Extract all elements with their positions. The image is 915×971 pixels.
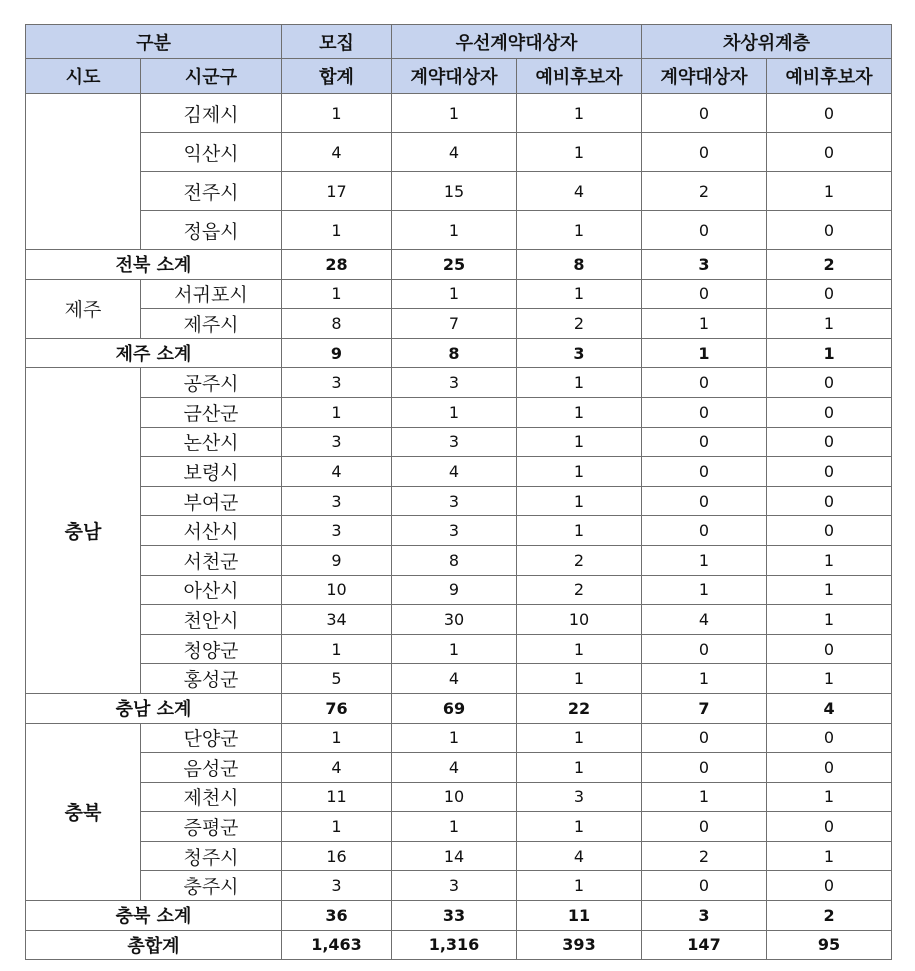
grand-total-value: 393 [517, 930, 642, 960]
subtotal-label: 충북 소계 [26, 901, 282, 931]
value-cell: 0 [642, 368, 767, 398]
value-cell: 11 [282, 782, 392, 812]
table-row [26, 457, 892, 487]
value-cell: 0 [642, 457, 767, 487]
table-row [26, 664, 892, 694]
value-cell: 15 [392, 172, 517, 211]
table-row [26, 605, 892, 635]
sigungu-cell: 아산시 [141, 575, 282, 605]
value-cell: 1 [767, 841, 892, 871]
value-cell: 1 [642, 575, 767, 605]
value-cell: 1 [517, 368, 642, 398]
sido-cell [26, 94, 141, 250]
value-cell: 2 [517, 575, 642, 605]
sigungu-cell: 청양군 [141, 634, 282, 664]
value-cell: 1 [517, 457, 642, 487]
sigungu-cell: 홍성군 [141, 664, 282, 694]
subtotal-value: 2 [767, 901, 892, 931]
sigungu-cell: 증평군 [141, 812, 282, 842]
sigungu-cell: 금산군 [141, 397, 282, 427]
value-cell: 1 [767, 309, 892, 339]
table-row [26, 94, 892, 133]
value-cell: 1 [392, 634, 517, 664]
value-cell: 0 [767, 486, 892, 516]
value-cell: 3 [392, 427, 517, 457]
value-cell: 3 [282, 427, 392, 457]
value-cell: 0 [767, 516, 892, 546]
subtotal-value: 11 [517, 901, 642, 931]
value-cell: 1 [517, 486, 642, 516]
table-row [26, 723, 892, 753]
subtotal-label: 제주 소계 [26, 338, 282, 368]
value-cell: 1 [642, 309, 767, 339]
value-cell: 1 [642, 545, 767, 575]
priority-header: 우선계약대상자 [392, 25, 642, 59]
subtotal-row [26, 693, 892, 723]
sigungu-cell: 제주시 [141, 309, 282, 339]
sigungu-cell: 보령시 [141, 457, 282, 487]
sido-cell: 제주 [26, 279, 141, 338]
value-cell: 0 [642, 211, 767, 250]
value-cell: 0 [767, 427, 892, 457]
table-row [26, 309, 892, 339]
value-cell: 0 [642, 133, 767, 172]
sigungu-cell: 천안시 [141, 605, 282, 635]
value-cell: 1 [767, 545, 892, 575]
value-cell: 0 [642, 812, 767, 842]
value-cell: 0 [767, 133, 892, 172]
value-cell: 0 [642, 397, 767, 427]
table-row [26, 812, 892, 842]
value-cell: 1 [282, 397, 392, 427]
value-cell: 17 [282, 172, 392, 211]
value-cell: 1 [392, 279, 517, 309]
grand-total-value: 1,463 [282, 930, 392, 960]
table-row [26, 427, 892, 457]
header-row-2 [26, 59, 892, 94]
value-cell: 4 [392, 664, 517, 694]
value-cell: 9 [282, 545, 392, 575]
value-cell: 1 [642, 664, 767, 694]
value-cell: 7 [392, 309, 517, 339]
value-cell: 4 [282, 753, 392, 783]
table-row [26, 575, 892, 605]
sigungu-cell: 부여군 [141, 486, 282, 516]
table-row [26, 397, 892, 427]
value-cell: 3 [392, 516, 517, 546]
grand-total-value: 95 [767, 930, 892, 960]
value-cell: 0 [767, 279, 892, 309]
table-row [26, 172, 892, 211]
value-cell: 0 [767, 812, 892, 842]
value-cell: 4 [517, 841, 642, 871]
sido-cell: 충북 [26, 723, 141, 901]
grand-total-label: 총합계 [26, 930, 282, 960]
value-cell: 9 [392, 575, 517, 605]
value-cell: 1 [767, 782, 892, 812]
group-header: 구분 [26, 25, 282, 59]
value-cell: 0 [767, 397, 892, 427]
value-cell: 16 [282, 841, 392, 871]
value-cell: 3 [282, 486, 392, 516]
value-cell: 8 [392, 545, 517, 575]
subtotal-row [26, 901, 892, 931]
table-row [26, 782, 892, 812]
sigungu-cell: 논산시 [141, 427, 282, 457]
grand-total-value: 147 [642, 930, 767, 960]
value-cell: 4 [392, 457, 517, 487]
value-cell: 3 [392, 871, 517, 901]
value-cell: 1 [517, 812, 642, 842]
value-cell: 1 [282, 812, 392, 842]
value-cell: 1 [517, 94, 642, 133]
value-cell: 0 [767, 871, 892, 901]
value-cell: 1 [392, 723, 517, 753]
value-cell: 3 [282, 871, 392, 901]
table-row [26, 753, 892, 783]
value-cell: 0 [767, 457, 892, 487]
value-cell: 3 [517, 782, 642, 812]
table-row [26, 211, 892, 250]
value-cell: 1 [282, 211, 392, 250]
subtotal-value: 76 [282, 693, 392, 723]
grand-total-row [26, 930, 892, 960]
value-cell: 1 [517, 634, 642, 664]
value-cell: 1 [517, 723, 642, 753]
value-cell: 0 [642, 94, 767, 133]
sigungu-cell: 서귀포시 [141, 279, 282, 309]
value-cell: 0 [767, 634, 892, 664]
value-cell: 1 [517, 397, 642, 427]
secondary-contract-header: 계약대상자 [642, 59, 767, 94]
value-cell: 3 [392, 368, 517, 398]
value-cell: 1 [282, 634, 392, 664]
subtotal-value: 2 [767, 250, 892, 280]
priority-contract-header: 계약대상자 [392, 59, 517, 94]
value-cell: 34 [282, 605, 392, 635]
sigungu-cell: 충주시 [141, 871, 282, 901]
table-body [26, 94, 892, 960]
value-cell: 1 [517, 871, 642, 901]
value-cell: 5 [282, 664, 392, 694]
subtotal-label: 충남 소계 [26, 693, 282, 723]
value-cell: 3 [392, 486, 517, 516]
value-cell: 14 [392, 841, 517, 871]
sigungu-cell: 청주시 [141, 841, 282, 871]
value-cell: 1 [767, 605, 892, 635]
value-cell: 1 [392, 397, 517, 427]
table-row [26, 133, 892, 172]
subtotal-value: 28 [282, 250, 392, 280]
subtotal-value: 3 [642, 250, 767, 280]
subtotal-value: 69 [392, 693, 517, 723]
subtotal-row [26, 338, 892, 368]
value-cell: 10 [282, 575, 392, 605]
value-cell: 1 [392, 211, 517, 250]
subtotal-value: 4 [767, 693, 892, 723]
sigungu-cell: 제천시 [141, 782, 282, 812]
value-cell: 0 [642, 753, 767, 783]
subtotal-label: 전북 소계 [26, 250, 282, 280]
table-row [26, 841, 892, 871]
value-cell: 3 [282, 516, 392, 546]
value-cell: 0 [642, 871, 767, 901]
recruit-header: 모집 [282, 25, 392, 59]
subtotal-value: 25 [392, 250, 517, 280]
value-cell: 1 [517, 279, 642, 309]
value-cell: 2 [517, 545, 642, 575]
sigungu-cell: 서산시 [141, 516, 282, 546]
table-row [26, 545, 892, 575]
value-cell: 3 [282, 368, 392, 398]
value-cell: 0 [767, 211, 892, 250]
value-cell: 4 [642, 605, 767, 635]
value-cell: 1 [392, 94, 517, 133]
sigungu-cell: 단양군 [141, 723, 282, 753]
subtotal-value: 1 [767, 338, 892, 368]
value-cell: 8 [282, 309, 392, 339]
value-cell: 1 [517, 133, 642, 172]
subtotal-value: 7 [642, 693, 767, 723]
subtotal-value: 8 [392, 338, 517, 368]
table-row [26, 279, 892, 309]
value-cell: 1 [767, 172, 892, 211]
subtotal-value: 33 [392, 901, 517, 931]
value-cell: 4 [392, 753, 517, 783]
value-cell: 1 [517, 211, 642, 250]
value-cell: 0 [642, 723, 767, 753]
value-cell: 1 [517, 516, 642, 546]
value-cell: 0 [642, 634, 767, 664]
value-cell: 1 [517, 427, 642, 457]
subtotal-value: 3 [642, 901, 767, 931]
value-cell: 1 [282, 279, 392, 309]
sigungu-cell: 김제시 [141, 94, 282, 133]
value-cell: 1 [517, 753, 642, 783]
table-row [26, 871, 892, 901]
value-cell: 30 [392, 605, 517, 635]
value-cell: 0 [767, 368, 892, 398]
secondary-reserve-header: 예비후보자 [767, 59, 892, 94]
value-cell: 2 [642, 841, 767, 871]
subtotal-value: 9 [282, 338, 392, 368]
value-cell: 2 [517, 309, 642, 339]
subtotal-row [26, 250, 892, 280]
value-cell: 0 [642, 427, 767, 457]
value-cell: 0 [642, 516, 767, 546]
table-row [26, 516, 892, 546]
value-cell: 0 [767, 753, 892, 783]
subtotal-value: 22 [517, 693, 642, 723]
value-cell: 1 [517, 664, 642, 694]
secondary-header: 차상위계층 [642, 25, 892, 59]
value-cell: 0 [767, 94, 892, 133]
value-cell: 10 [517, 605, 642, 635]
value-cell: 10 [392, 782, 517, 812]
value-cell: 1 [642, 782, 767, 812]
sigungu-cell: 공주시 [141, 368, 282, 398]
table-row [26, 634, 892, 664]
subtotal-value: 1 [642, 338, 767, 368]
value-cell: 1 [282, 94, 392, 133]
grand-total-value: 1,316 [392, 930, 517, 960]
subtotal-value: 36 [282, 901, 392, 931]
recruitment-table [25, 24, 892, 960]
value-cell: 4 [282, 133, 392, 172]
sido-cell: 충남 [26, 368, 141, 694]
value-cell: 1 [767, 575, 892, 605]
value-cell: 1 [767, 664, 892, 694]
subtotal-value: 8 [517, 250, 642, 280]
value-cell: 1 [282, 723, 392, 753]
sigungu-cell: 익산시 [141, 133, 282, 172]
value-cell: 4 [282, 457, 392, 487]
value-cell: 1 [392, 812, 517, 842]
priority-reserve-header: 예비후보자 [517, 59, 642, 94]
value-cell: 4 [392, 133, 517, 172]
sigungu-cell: 전주시 [141, 172, 282, 211]
subtotal-value: 3 [517, 338, 642, 368]
sigungu-header: 시군구 [141, 59, 282, 94]
header-row-1 [26, 25, 892, 59]
table-row [26, 486, 892, 516]
value-cell: 4 [517, 172, 642, 211]
value-cell: 0 [767, 723, 892, 753]
sigungu-cell: 음성군 [141, 753, 282, 783]
sigungu-cell: 정읍시 [141, 211, 282, 250]
value-cell: 2 [642, 172, 767, 211]
sido-header: 시도 [26, 59, 141, 94]
value-cell: 0 [642, 279, 767, 309]
table-row [26, 368, 892, 398]
value-cell: 0 [642, 486, 767, 516]
sigungu-cell: 서천군 [141, 545, 282, 575]
total-header: 합계 [282, 59, 392, 94]
